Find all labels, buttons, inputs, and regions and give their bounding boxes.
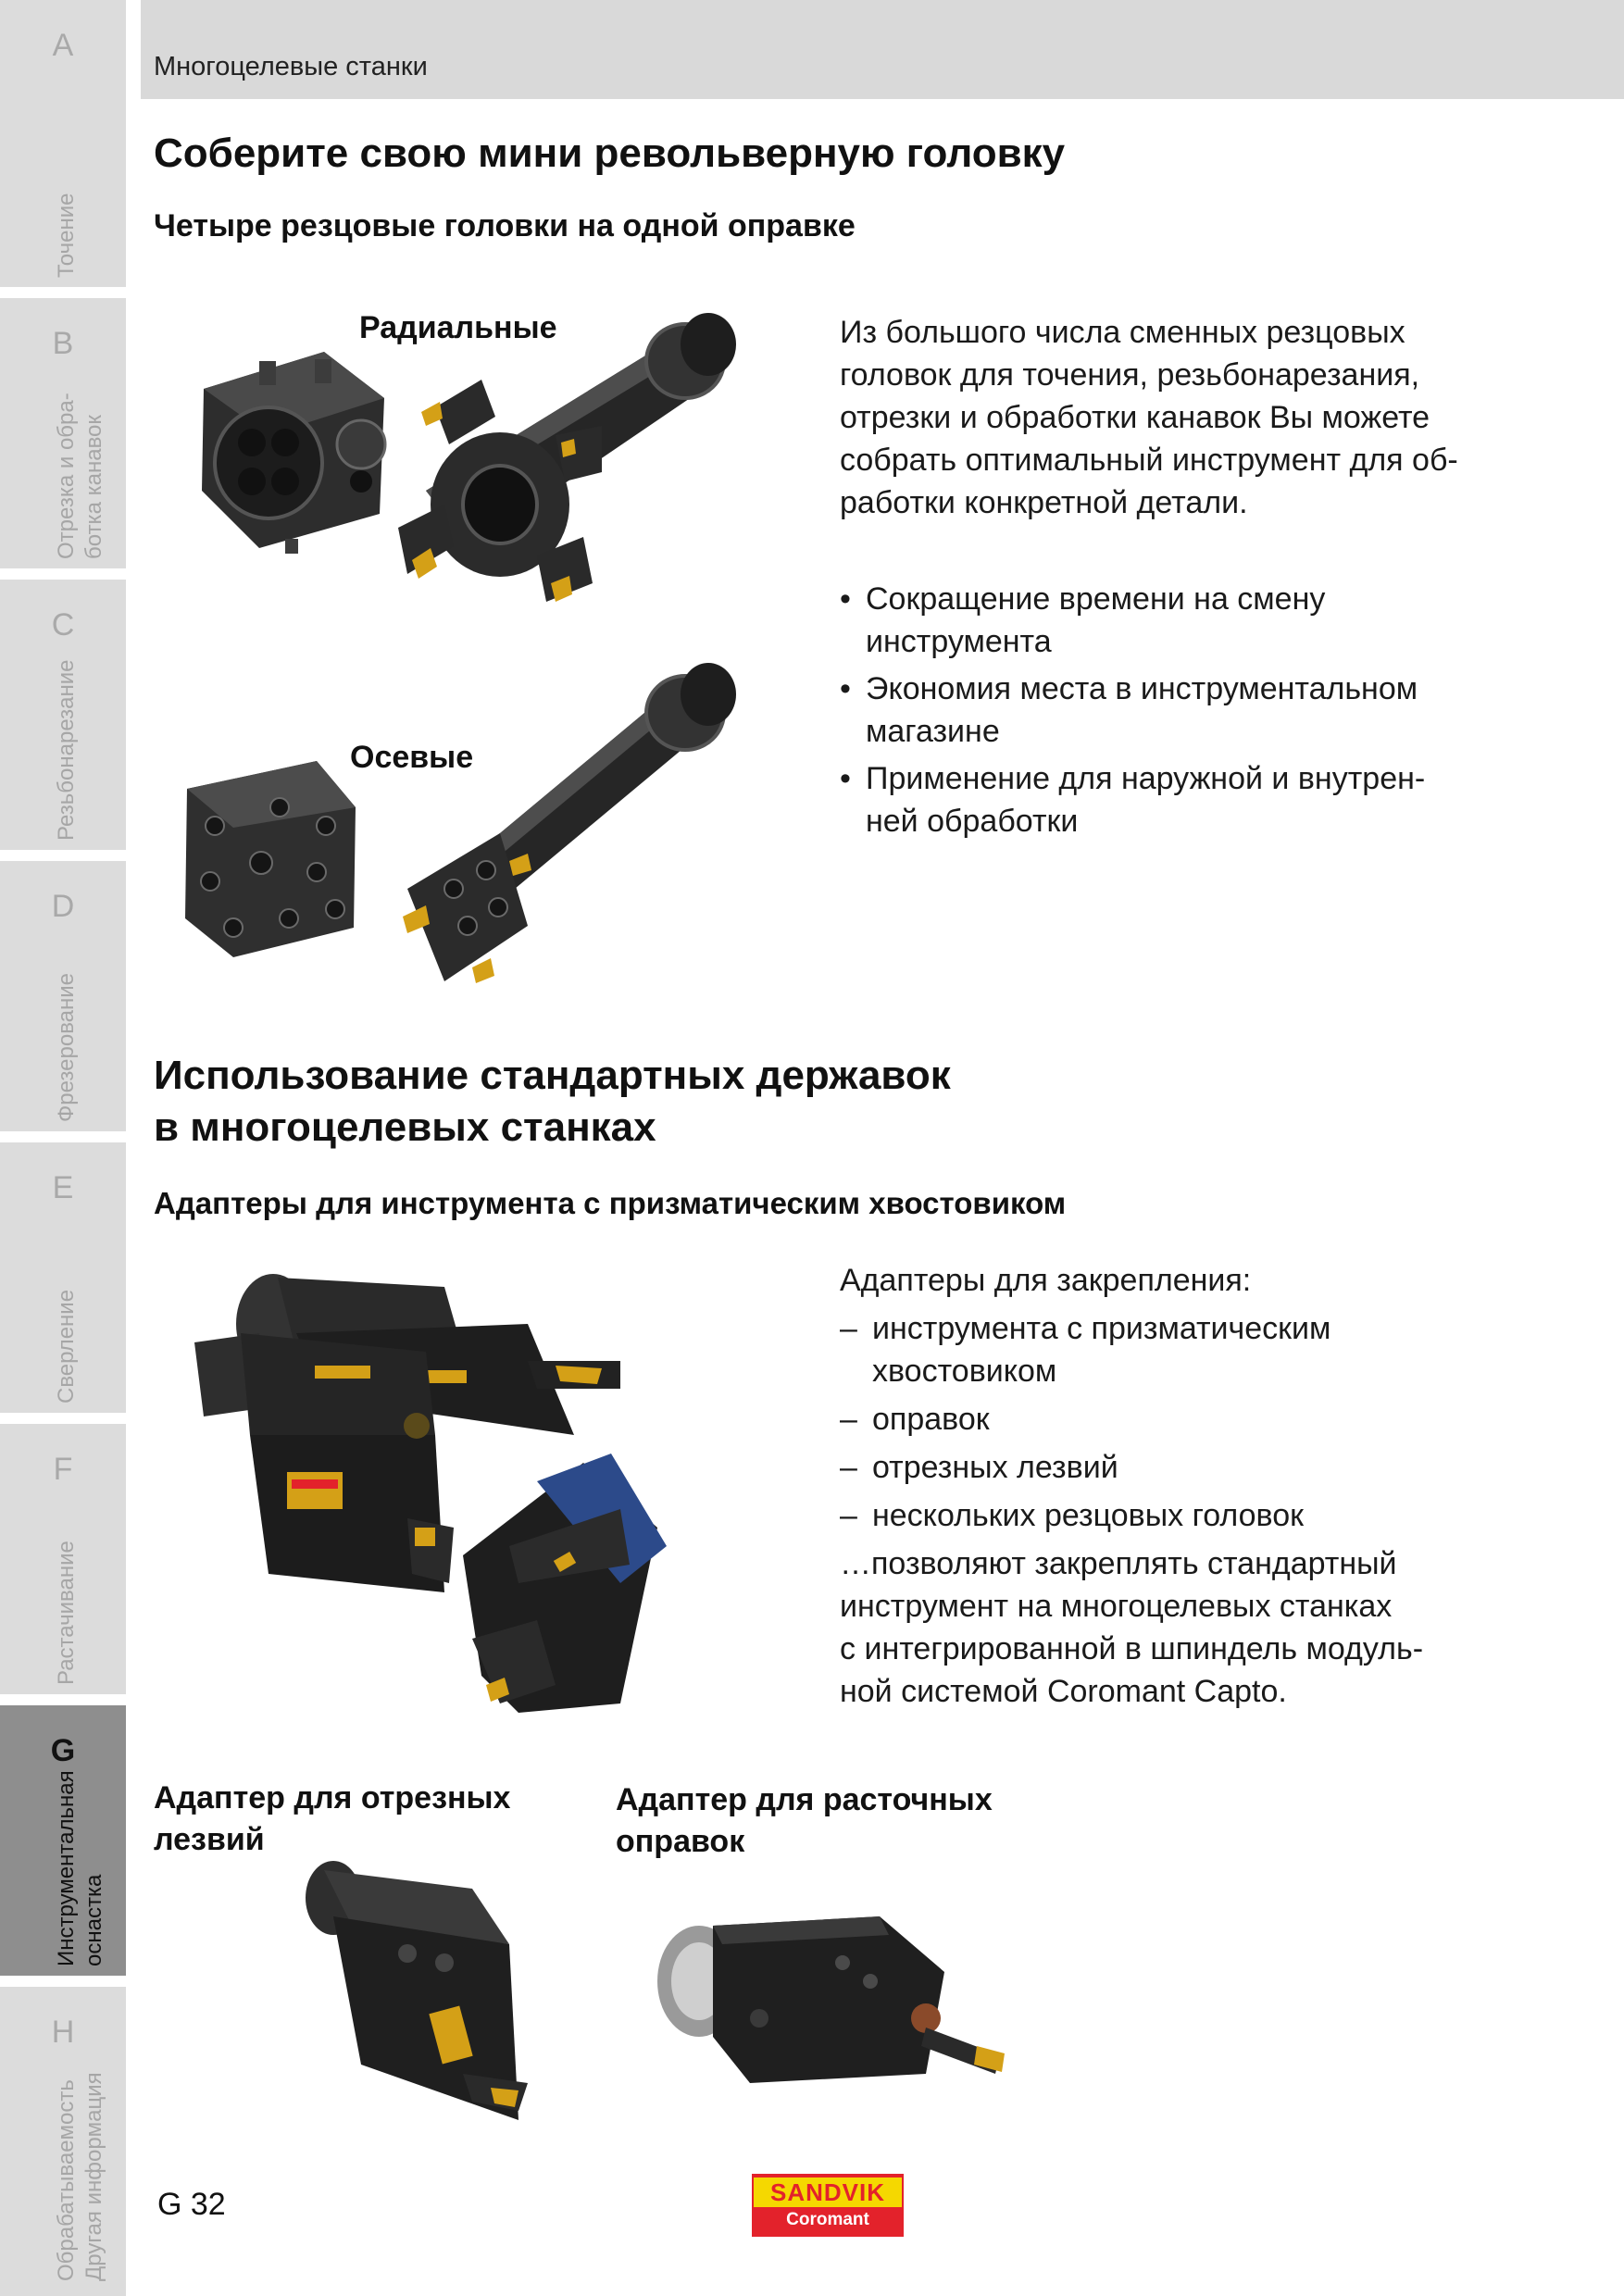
tab-letter: F [53,1452,73,1487]
boring-adapter-image [648,1898,1018,2139]
tab-label: Резьбонарезание [54,659,79,841]
list-item: – нескольких резцовых головок [840,1494,1543,1537]
list-item: – оправок [840,1398,1543,1441]
tab-letter: B [52,326,74,361]
sandvik-logo: SANDVIK Coromant [752,2174,904,2237]
tab-letter: H [51,2015,75,2050]
section2-subtitle: Адаптеры для инструмента с призматическим хвостовиком [154,1186,1067,1220]
tab-letter: E [52,1170,74,1205]
section2-title: Использование стандартных державок в многоцелевых станках [154,1053,951,1150]
label-axial: Осевые [350,740,474,775]
sidebar-tab-h[interactable] [0,1987,126,2296]
sidebar-tab-f[interactable] [0,1424,126,1694]
caption-boring-adapter: Адаптер для расточных оправок [616,1782,993,1859]
tab-label: Фрезерование [54,972,79,1122]
sidebar-tab-e[interactable] [0,1142,126,1413]
tab-label: Отрезка и обра- ботка канавок [54,393,106,559]
parting-adapter-image [296,1852,537,2129]
sidebar-tab-c[interactable] [0,580,126,850]
radial-tool-head-image [185,333,398,555]
list-item: • Экономия места в инструментальном магазине [840,668,1543,753]
label-radial: Радиальные [359,310,557,345]
sidebar-tab-d[interactable] [0,861,126,1131]
section-subtitle: Четыре резцовые головки на одной оправке [154,208,856,243]
tab-label: Сверление [54,1289,79,1404]
tab-label: Точение [54,193,79,278]
tab-label: Инструментальная оснастка [54,1770,106,1966]
sidebar-tab-g[interactable] [0,1705,126,1976]
caption-parting-adapter: Адаптер для отрезных лезвий [154,1780,511,1857]
header-bar [141,0,1624,99]
page-number: G 32 [157,2187,226,2222]
list-item: – инструмента с призматическим хвостовиком [840,1307,1543,1392]
list-item: • Сокращение времени на смену инструмента [840,578,1543,663]
tab-letter: C [51,607,75,643]
axial-assembly-image [389,639,741,1000]
benefits-list [840,578,1543,847]
page-title: Соберите свою мини револьверную головку [154,131,1066,176]
sidebar-tab-b[interactable] [0,298,126,568]
sidebar-tab-a[interactable] [0,0,126,287]
tab-letter: D [51,889,75,924]
intro-paragraph: Из большого числа сменных резцовых головок для точения, резьбонарезания, отрезки и обработки канавок Вы можете собрать оптимальный инструмент для об- работки конкретной детали. [840,315,1458,520]
axial-tool-head-image [178,752,363,965]
tab-label: Растачивание [54,1541,79,1685]
list-item: – отрезных лезвий [840,1446,1543,1489]
section-title: Многоцелевые станки [154,52,428,81]
radial-assembly-image [389,306,741,639]
tab-letter: A [52,28,74,63]
tab-letter: G [50,1733,76,1768]
adapters-description: Адаптеры для закрепления: – инструмента с призматическим хвостовиком – оправок – отрезных лезвий – нескольких резцовых головок …позволяют закреплять стандартный инструмент на многоцелевых станках с интегрированной в шпиндель модуль- ной системой Coromant Capto. [840,1259,1543,1713]
list-item: • Применение для наружной и внутрен- ней обработки [840,757,1543,842]
adapters-group-image [185,1250,806,1768]
tab-label: Обрабатываемость Другая информация [54,2072,106,2281]
